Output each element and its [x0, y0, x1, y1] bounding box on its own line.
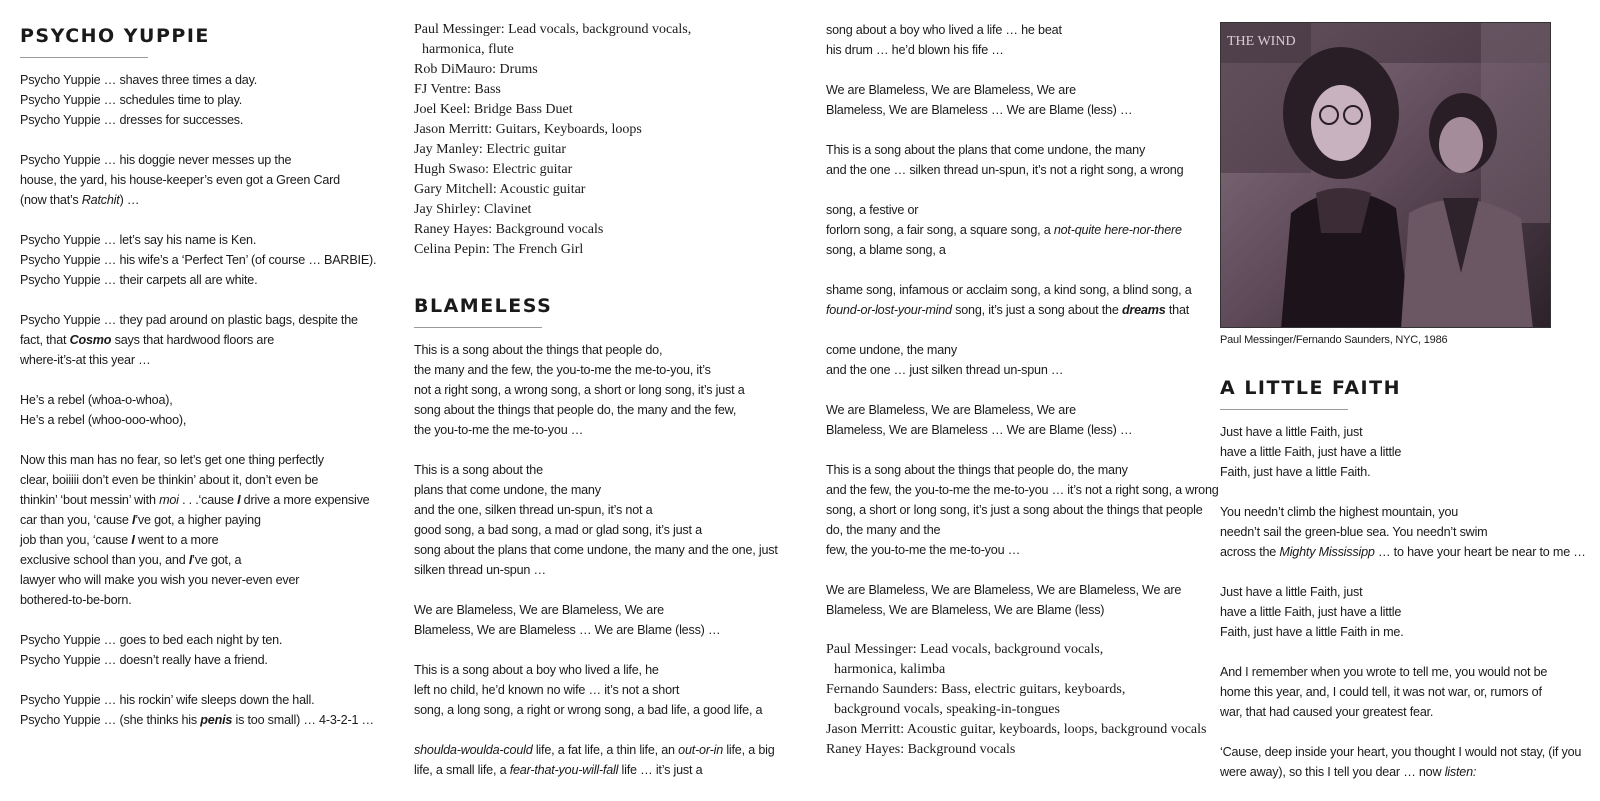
title-divider	[20, 57, 148, 58]
emphasis-italic: out-or-in	[678, 743, 724, 757]
stanza: We are Blameless, We are Blameless, We are Blameless, We are Blameless … We are Blame (less) …	[414, 603, 721, 637]
credit-line: Paul Messinger: Lead vocals, background vocals,	[414, 22, 692, 37]
credit-line: Fernando Saunders: Bass, electric guitars, keyboards,	[826, 682, 1126, 697]
stanza: shoulda-woulda-could life, a fat life, a thin life, an out-or-in life, a big life, a small life, a fear-that-you-will-fall life … it’s just a	[414, 743, 775, 777]
stanza: We are Blameless, We are Blameless, We are Blameless, We are Blameless … We are Blame (less) …	[826, 403, 1133, 437]
title-divider	[414, 327, 542, 328]
stanza: Psycho Yuppie … goes to bed each night by ten. Psycho Yuppie … doesn’t really have a friend.	[20, 633, 283, 667]
stanza: song, a festive or forlorn song, a fair song, a square song, a not-quite here-nor-there song, a blame song, a	[826, 203, 1182, 257]
credit-line: harmonica, kalimba	[834, 662, 946, 677]
stanza: Just have a little Faith, just have a little Faith, just have a little Faith, just have a little Faith.	[1220, 425, 1402, 479]
stanza: Now this man has no fear, so let’s get one thing perfectly clear, boiiiii don’t even be thinkin’ about it, don’t even be thinkin’ ‘bout messin’ with moi . . .‘cause I drive a more expensive car than you, ‘cause I’ve got, a higher paying job than you, ‘cause I went to a more exclusive school than you, and I’ve got, a lawyer who will make you wish you never-even ever bothered-to-be-born.	[20, 453, 370, 607]
stanza: We are Blameless, We are Blameless, We are Blameless, We are Blameless, We are Blameless, We are Blame (less)	[826, 583, 1182, 617]
stanza: come undone, the many and the one … just silken thread un-spun …	[826, 343, 1064, 377]
song-title-blameless: BLAMELESS	[414, 295, 553, 317]
emphasis-italic: listen:	[1444, 765, 1477, 779]
photo-sign-text: THE WIND	[1227, 34, 1296, 49]
lyrics-psycho-yuppie	[20, 70, 380, 730]
credit-line: harmonica, flute	[422, 42, 514, 57]
stanza: shame song, infamous or acclaim song, a kind song, a blind song, a found-or-lost-your-mind song, it’s just a song about the dreams that	[826, 283, 1192, 317]
stanza: Psycho Yuppie … his doggie never messes up the house, the yard, his house-keeper’s even got a Green Card (now that’s Ratchit) …	[20, 153, 340, 207]
emphasis-bold: I	[188, 553, 193, 567]
stanza: Just have a little Faith, just have a little Faith, just have a little Faith, just have a little Faith in me.	[1220, 585, 1404, 639]
credit-line: Paul Messinger: Lead vocals, background vocals,	[826, 642, 1104, 657]
stanza: You needn’t climb the highest mountain, you needn’t sail the green-blue sea. You needn’t swim across the Mighty Mississipp … to have your heart be near to me …	[1220, 505, 1586, 559]
credit-line: Gary Mitchell: Acoustic guitar	[414, 182, 586, 197]
lyrics-blameless-part2	[826, 20, 1219, 620]
stanza: Psycho Yuppie … his rockin’ wife sleeps down the hall. Psycho Yuppie … (she thinks his penis is too small) … 4-3-2-1 …	[20, 693, 374, 727]
stanza: Psycho Yuppie … let’s say his name is Ken. Psycho Yuppie … his wife’s a ‘Perfect Ten’ (of course … BARBIE). Psycho Yuppie … their carpets all are white.	[20, 233, 377, 287]
emphasis-bold: dreams	[1121, 303, 1166, 317]
emphasis-italic: not-quite here-nor-there	[1053, 223, 1182, 237]
emphasis-italic: fear-that-you-will-fall	[509, 763, 619, 777]
credit-line: Jay Shirley: Clavinet	[414, 202, 532, 217]
emphasis-italic: found-or-lost-your-mind	[826, 303, 952, 317]
column-blameless-continued	[826, 20, 1219, 760]
stanza: Psycho Yuppie … they pad around on plastic bags, despite the fact, that Cosmo says that hardwood floors are where-it’s-at this year …	[20, 313, 358, 367]
song-title-psycho-yuppie: PSYCHO YUPPIE	[20, 25, 210, 47]
stanza: This is a song about the plans that come undone, the many and the one … silken thread un-spun, it’s not a right song, a wrong	[826, 143, 1184, 177]
credit-line: Celina Pepin: The French Girl	[414, 242, 584, 257]
emphasis-italic: Ratchit	[81, 193, 120, 207]
title-divider	[1220, 409, 1348, 410]
emphasis-italic: Mighty Mississipp	[1279, 545, 1375, 559]
credit-line: Joel Keel: Bridge Bass Duet	[414, 102, 573, 117]
stanza: This is a song about the things that people do, the many and the few, the you-to-me the me-to-you … it’s not a right song, a wrong song, a short or long song, it’s just a song about the things that people do, the many and the few, the you-to-me the me-to-you …	[826, 463, 1219, 557]
emphasis-bold: I	[131, 533, 135, 547]
credit-line: Hugh Swaso: Electric guitar	[414, 162, 573, 177]
stanza: We are Blameless, We are Blameless, We are Blameless, We are Blameless … We are Blame (less) …	[826, 83, 1133, 117]
credit-line: Raney Hayes: Background vocals	[826, 742, 1016, 757]
emphasis-bold: penis	[200, 713, 233, 727]
credit-line: Jason Merritt: Guitars, Keyboards, loops	[414, 122, 642, 137]
stanza: This is a song about the things that people do, the many and the few, the you-to-me the me-to-you, it’s not a right song, a wrong song, a short or long song, it’s just a song about the things that people do, the many and the few, the you-to-me the me-to-you …	[414, 343, 745, 437]
stanza: ‘Cause, deep inside your heart, you thought I would not stay, (if you were away), so this I tell you dear … now listen:	[1220, 745, 1582, 779]
photo-caption: Paul Messinger/Fernando Saunders, NYC, 1986	[1220, 334, 1448, 346]
credit-line: Jason Merritt: Acoustic guitar, keyboards, loops, background vocals	[826, 722, 1207, 737]
column-blameless	[414, 20, 794, 780]
emphasis-bold: I	[237, 493, 241, 507]
credits-blameless	[826, 640, 1206, 760]
stanza: And I remember when you wrote to tell me, you would not be home this year, and, I could tell, it was not war, or, rumors of war, that had caused your greatest fear.	[1220, 665, 1548, 719]
emphasis-italic: shoulda-woulda-could	[414, 743, 533, 757]
column-psycho-yuppie	[20, 24, 380, 730]
credits-psycho-yuppie	[414, 20, 794, 260]
lyrics-blameless-part1	[414, 340, 794, 780]
credit-line: background vocals, speaking-in-tongues	[834, 702, 1060, 717]
credit-line: FJ Ventre: Bass	[414, 82, 501, 97]
column-a-little-faith	[1220, 22, 1590, 782]
emphasis-bold: I	[132, 513, 136, 527]
stanza: song about a boy who lived a life … he beat his drum … he’d blown his fife …	[826, 23, 1062, 57]
stanza: Psycho Yuppie … shaves three times a day. Psycho Yuppie … schedules time to play. Psycho Yuppie … dresses for successes.	[20, 73, 258, 127]
credit-line: Raney Hayes: Background vocals	[414, 222, 604, 237]
credit-line: Jay Manley: Electric guitar	[414, 142, 566, 157]
stanza: He’s a rebel (whoa-o-whoa), He’s a rebel (whoo-ooo-whoo),	[20, 393, 187, 427]
song-title-a-little-faith: A LITTLE FAITH	[1220, 377, 1401, 399]
band-photo	[1220, 22, 1551, 328]
emphasis-bold: Cosmo	[69, 333, 112, 347]
stanza: This is a song about a boy who lived a life, he left no child, he’d known no wife … it’s not a short song, a long song, a right or wrong song, a bad life, a good life, a	[414, 663, 763, 717]
credit-line: Rob DiMauro: Drums	[414, 62, 538, 77]
lyrics-a-little-faith	[1220, 422, 1590, 782]
photo-illustration	[1221, 23, 1551, 328]
emphasis-italic: moi	[159, 493, 179, 507]
stanza: This is a song about the plans that come undone, the many and the one, silken thread un-spun, it’s not a good song, a bad song, a mad or glad song, it’s just a song about the plans that come undone, the many and the one, just silken thread un-spun …	[414, 463, 778, 577]
